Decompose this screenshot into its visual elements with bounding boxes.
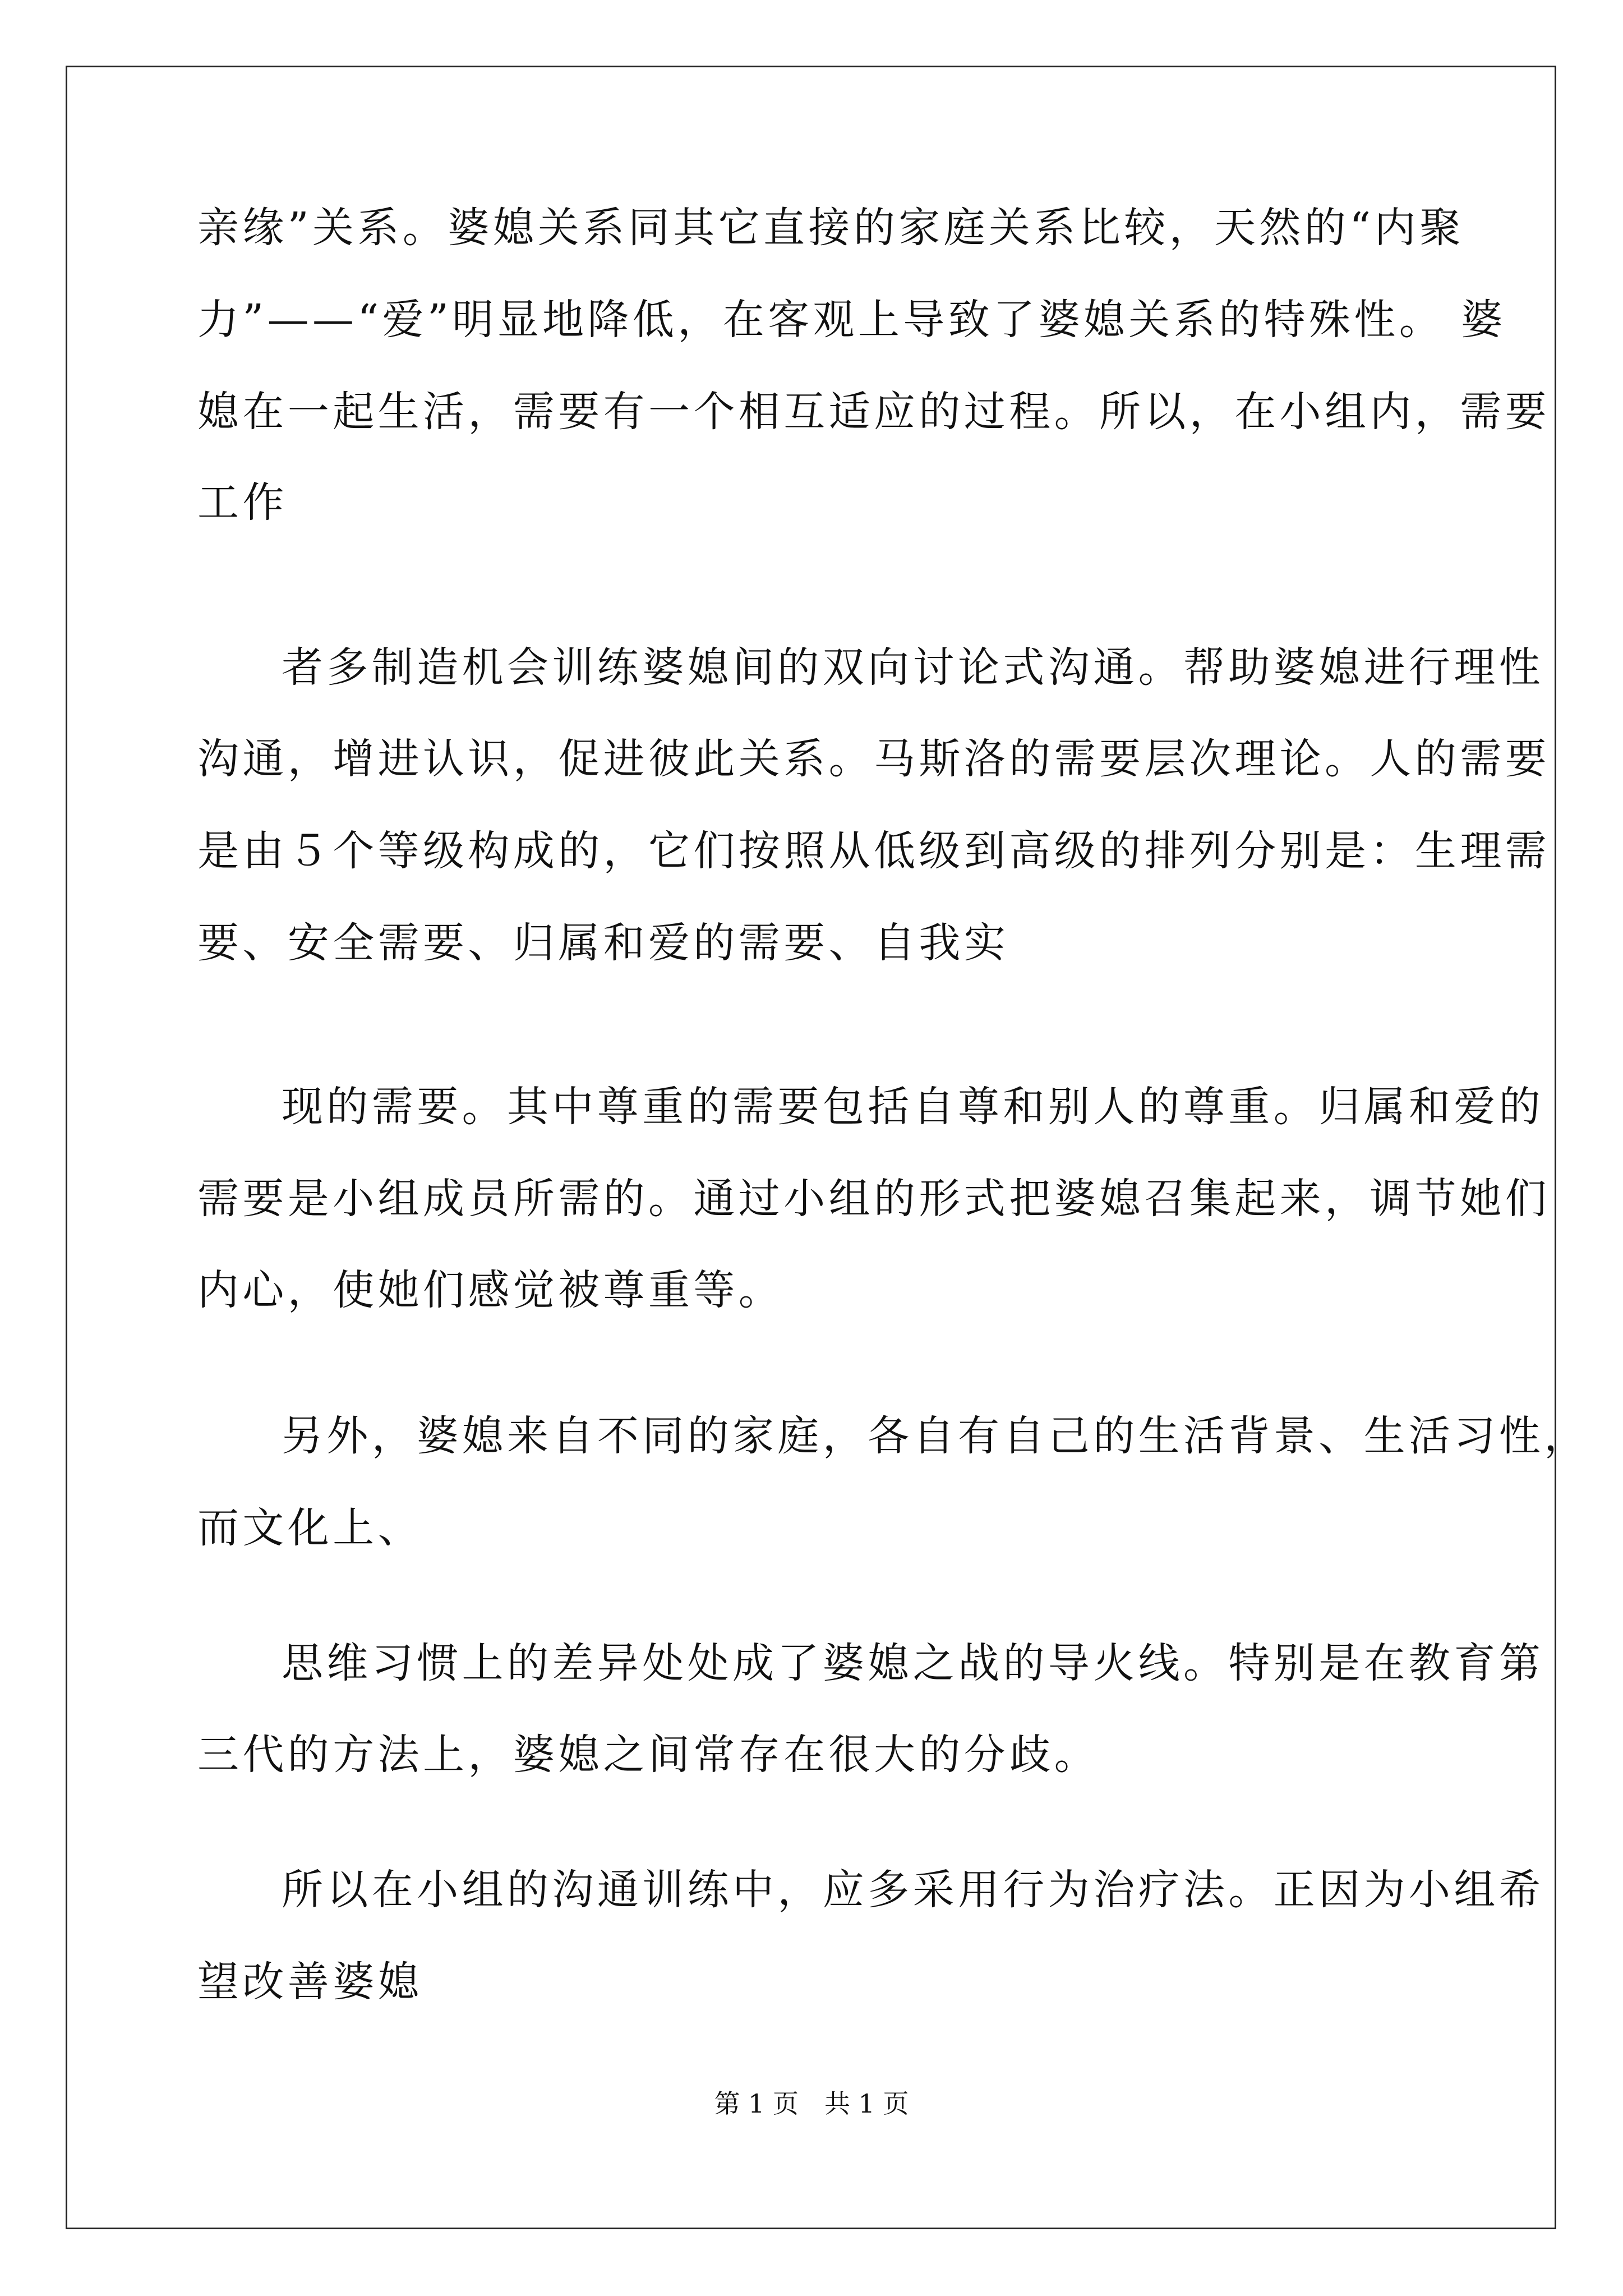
text-line: 者多制造机会训练婆媳间的双向讨论式沟通。帮助婆媳进行理性 xyxy=(282,643,1544,692)
text-line: 思维习惯上的差异处处成了婆媳之战的导火线。特别是在教育第 xyxy=(282,1639,1544,1687)
text-line: 所以在小组的沟通训练中，应多采用行为治疗法。正因为小组希 xyxy=(282,1866,1544,1914)
text-line: 现的需要。其中尊重的需要包括自尊和别人的尊重。归属和爱的 xyxy=(282,1083,1544,1131)
text-line: 内心，使她们感觉被尊重等。 xyxy=(197,1266,784,1314)
text-line: 另外，婆媳来自不同的家庭，各自有自己的生活背景、生活习性， xyxy=(282,1412,1589,1460)
text-line: 力”——“爱”明显地降低，在客观上导致了婆媳关系的特殊性。 婆 xyxy=(197,296,1506,344)
text-line: 而文化上、 xyxy=(197,1504,423,1552)
text-line: 三代的方法上，婆媳之间常存在很大的分歧。 xyxy=(197,1731,1099,1779)
text-line: 工作 xyxy=(197,478,288,527)
text-line: 媳在一起生活，需要有一个相互适应的过程。所以，在小组内，需要 xyxy=(197,388,1550,436)
text-line: 需要是小组成员所需的。通过小组的形式把婆媳召集起来，调节她们 xyxy=(197,1175,1550,1223)
text-line: 沟通，增进认识，促进彼此关系。马斯洛的需要层次理论。人的需要 xyxy=(197,735,1550,783)
text-line: 望改善婆媳 xyxy=(197,1958,423,2006)
page-number-footer: 第 1 页 共 1 页 xyxy=(714,2088,909,2119)
text-line: 亲缘”关系。婆媳关系同其它直接的家庭关系比较，天然的“内聚 xyxy=(197,204,1465,252)
text-line: 要、安全需要、归属和爱的需要、自我实 xyxy=(197,919,1009,967)
text-line: 是由５个等级构成的，它们按照从低级到高级的排列分别是：生理需 xyxy=(197,827,1550,875)
